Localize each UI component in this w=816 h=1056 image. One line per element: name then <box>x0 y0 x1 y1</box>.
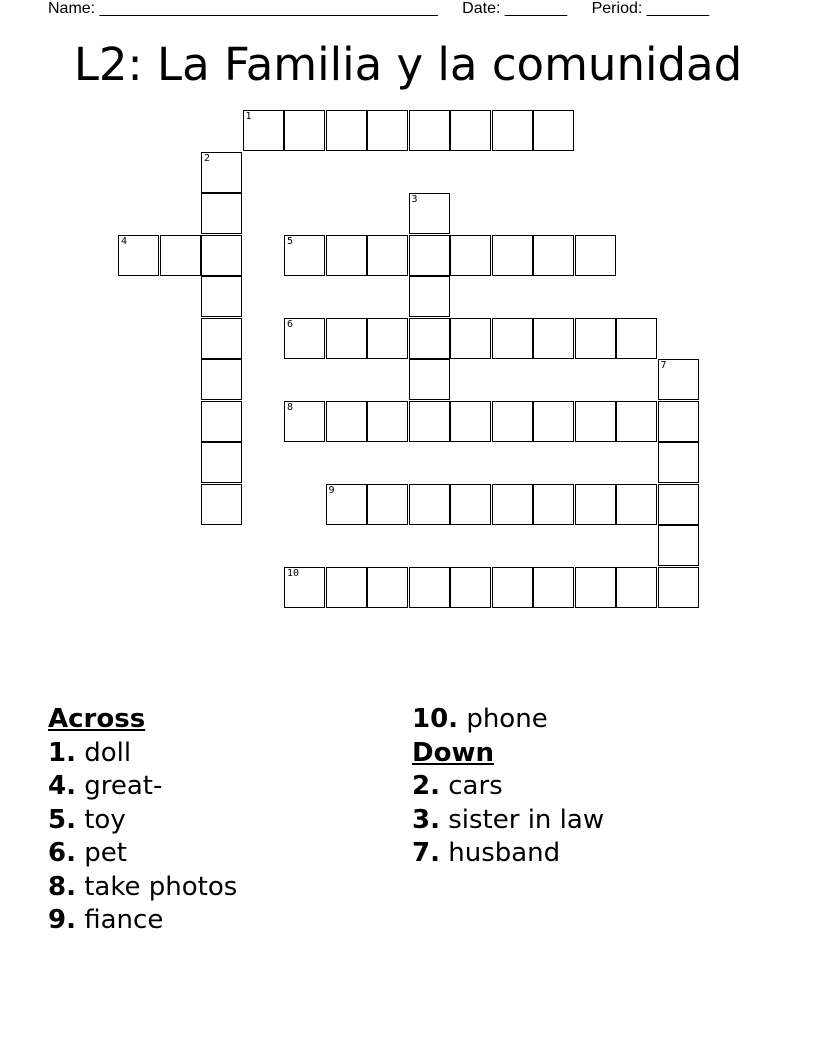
cell-number: 10 <box>287 567 300 579</box>
crossword-cell[interactable] <box>284 235 325 276</box>
cell-number: 4 <box>121 235 128 247</box>
crossword-cell[interactable] <box>533 401 574 442</box>
crossword-cell[interactable] <box>575 567 616 608</box>
crossword-cell[interactable] <box>658 442 699 483</box>
cell-number: 3 <box>411 194 418 205</box>
crossword-cell[interactable] <box>367 484 408 525</box>
clue-across-8: 8. take photos <box>48 871 238 902</box>
cell-number: 9 <box>328 484 335 496</box>
crossword-cell[interactable] <box>409 567 450 608</box>
crossword-cell[interactable] <box>284 318 325 359</box>
crossword-cell[interactable] <box>326 318 367 359</box>
crossword-cell[interactable] <box>658 525 699 566</box>
clue-across-6: 6. pet <box>48 838 127 868</box>
crossword-cell[interactable] <box>575 318 616 359</box>
clue-down-3: 3. sister in law <box>412 804 605 835</box>
clues-right-column <box>412 703 604 871</box>
crossword-cell[interactable] <box>201 442 242 483</box>
crossword-cell[interactable] <box>284 401 325 442</box>
crossword-cell[interactable] <box>450 110 491 151</box>
period-field[interactable]: Period: _______ <box>591 0 710 17</box>
crossword-cell[interactable] <box>492 401 533 442</box>
crossword-cell[interactable] <box>243 110 284 151</box>
crossword-cell[interactable] <box>450 318 491 359</box>
crossword-cell[interactable] <box>201 318 242 359</box>
clue-across-4: 4. great- <box>48 771 163 801</box>
crossword-cell[interactable] <box>450 484 491 525</box>
crossword-cell[interactable] <box>201 235 242 276</box>
clue-across-5: 5. toy <box>48 804 126 835</box>
crossword-cell[interactable] <box>533 484 574 525</box>
crossword-cell[interactable] <box>409 235 450 276</box>
crossword-cell[interactable] <box>533 110 574 151</box>
crossword-cell[interactable] <box>367 567 408 608</box>
cell-number: 6 <box>287 318 294 330</box>
crossword-cell[interactable] <box>201 359 242 400</box>
crossword-cell[interactable] <box>284 110 325 151</box>
crossword-cell[interactable] <box>409 359 450 400</box>
crossword-cell[interactable] <box>326 484 367 525</box>
crossword-cell[interactable] <box>492 235 533 276</box>
crossword-cell[interactable] <box>326 567 367 608</box>
crossword-cell[interactable] <box>201 401 242 442</box>
crossword-cell[interactable] <box>367 235 408 276</box>
crossword-cell[interactable] <box>160 235 201 276</box>
crossword-cell[interactable] <box>201 193 242 234</box>
crossword-cell[interactable] <box>492 567 533 608</box>
crossword-cell[interactable] <box>658 484 699 525</box>
crossword-cell[interactable] <box>575 401 616 442</box>
crossword-cell[interactable] <box>533 235 574 276</box>
clue-down-2: 2. cars <box>412 771 503 801</box>
cell-number: 8 <box>287 401 294 413</box>
name-field[interactable]: Name: ______________________________________ <box>48 0 438 17</box>
crossword-cell[interactable] <box>326 110 367 151</box>
crossword-cell[interactable] <box>409 110 450 151</box>
crossword-cell[interactable] <box>450 235 491 276</box>
crossword-cell[interactable] <box>201 484 242 525</box>
crossword-cell[interactable] <box>367 401 408 442</box>
crossword-cell[interactable] <box>118 235 159 276</box>
crossword-cell[interactable] <box>284 567 325 608</box>
clue-across-1: 1. doll <box>48 737 132 768</box>
clue-across-9: 9. fiance <box>48 905 164 935</box>
crossword-cell[interactable] <box>616 401 657 442</box>
crossword-cell[interactable] <box>658 567 699 608</box>
crossword-cell[interactable] <box>326 235 367 276</box>
crossword-cell[interactable] <box>409 401 450 442</box>
crossword-cell[interactable] <box>658 401 699 442</box>
clue-across-10: 10. phone <box>412 704 548 734</box>
crossword-cell[interactable] <box>616 318 657 359</box>
crossword-cell[interactable] <box>201 152 242 193</box>
crossword-cell[interactable] <box>409 318 450 359</box>
crossword-cell[interactable] <box>533 318 574 359</box>
down-heading: Down <box>412 737 494 768</box>
crossword-cell[interactable] <box>575 235 616 276</box>
date-field[interactable]: Date: _______ <box>462 0 568 17</box>
clues-left-column <box>48 703 237 938</box>
crossword-cell[interactable] <box>492 110 533 151</box>
crossword-cell[interactable] <box>450 401 491 442</box>
page-title: L2: La Familia y la comunidad <box>73 38 743 91</box>
crossword-cell[interactable] <box>409 484 450 525</box>
crossword-cell[interactable] <box>575 484 616 525</box>
crossword-cell[interactable] <box>326 401 367 442</box>
across-heading: Across <box>48 704 146 734</box>
header-line <box>48 0 729 18</box>
crossword-cell[interactable] <box>201 276 242 317</box>
crossword-cell[interactable] <box>492 318 533 359</box>
cell-number: 7 <box>660 360 667 371</box>
crossword-cell[interactable] <box>492 484 533 525</box>
crossword-cell[interactable] <box>367 110 408 151</box>
crossword-cell[interactable] <box>616 484 657 525</box>
crossword-cell[interactable] <box>658 359 699 400</box>
crossword-cell[interactable] <box>533 567 574 608</box>
crossword-cell[interactable] <box>616 567 657 608</box>
crossword-cell[interactable] <box>409 193 450 234</box>
cell-number: 5 <box>287 235 294 247</box>
cell-number: 2 <box>204 152 211 164</box>
cell-number: 1 <box>245 111 252 122</box>
clue-down-7: 7. husband <box>412 838 561 868</box>
crossword-cell[interactable] <box>367 318 408 359</box>
crossword-cell[interactable] <box>450 567 491 608</box>
crossword-cell[interactable] <box>409 276 450 317</box>
